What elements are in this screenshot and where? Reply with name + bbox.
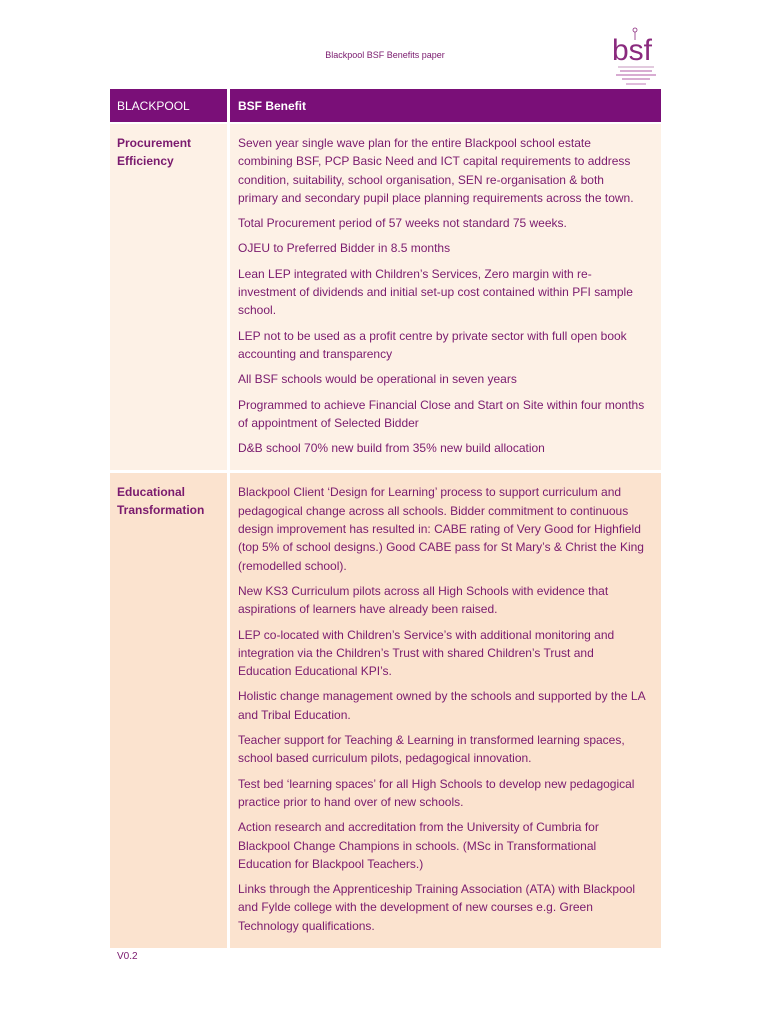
- row-content-educational-transformation: [230, 470, 661, 948]
- row-label-educational-transformation: Educational Transformation: [110, 470, 230, 948]
- benefit-item: All BSF schools would be operational in seven years: [238, 372, 517, 387]
- document-title: Blackpool BSF Benefits paper: [325, 50, 445, 60]
- column-header-blackpool: BLACKPOOL: [110, 89, 230, 122]
- version-label: V0.2: [117, 951, 138, 962]
- benefit-item: Programmed to achieve Financial Close and Start on Site within four months of appointment of Selected Bidder: [238, 397, 645, 430]
- benefit-item: Holistic change management owned by the schools and supported by the LA and Tribal Education.: [238, 689, 645, 722]
- benefits-table: [110, 89, 661, 948]
- benefit-item: Teacher support for Teaching & Learning in transformed learning spaces, school based curriculum pilots, pedagogical innovation.: [238, 733, 625, 766]
- benefit-item: Action research and accreditation from the University of Cumbria for Blackpool Change Champions in schools. (MSc in Transformational Education for Blackpool Teachers.): [238, 820, 599, 871]
- benefit-item: New KS3 Curriculum pilots across all High Schools with evidence that aspirations of learners have already been raised.: [238, 583, 609, 617]
- bsf-logo: [608, 24, 662, 88]
- logo-wordmark: bsf: [612, 34, 653, 67]
- benefit-item: D&B school 70% new build from 35% new build allocation: [238, 441, 545, 456]
- benefit-item: LEP co-located with Children’s Service’s with additional monitoring and integration via the Children’s Trust with shared Children’s Trust and Education Educational KPI’s.: [238, 627, 615, 679]
- row-label-procurement-efficiency: Procurement Efficiency: [110, 122, 230, 470]
- table-header-row: [110, 89, 661, 122]
- benefit-item: Blackpool Client ‘Design for Learning’ process to support curriculum and pedagogical change across all schools. Bidder commitment to continuous design improvement has resulted in: CABE rating of Very Good for Highfield (top 5% of school designs.) Good CABE pass for St Mary’s & Christ the King (remodelled school).: [238, 485, 644, 573]
- column-header-bsf-benefit: BSF Benefit: [230, 89, 661, 122]
- benefit-item: Seven year single wave plan for the entire Blackpool school estate combining BSF, PCP Basic Need and ICT capital requirements to address condition, suitability, school organisation, SEN re-organisation & both primary and secondary pupil place planning requirements across the town.: [238, 136, 634, 205]
- benefit-item: Lean LEP integrated with Children’s Services, Zero margin with re-investment of dividends and initial set-up cost contained within PFI sample school.: [238, 266, 633, 318]
- table-row: [110, 122, 661, 470]
- row-content-procurement-efficiency: [230, 122, 661, 470]
- benefit-item: Test bed ‘learning spaces’ for all High Schools to develop new pedagogical practice prior to hand over of new schools.: [238, 776, 635, 809]
- benefit-item: OJEU to Preferred Bidder in 8.5 months: [238, 241, 451, 256]
- benefit-item: Total Procurement period of 57 weeks not standard 75 weeks.: [238, 216, 567, 231]
- benefit-item: Links through the Apprenticeship Training Association (ATA) with Blackpool and Fylde college with the development of new courses e.g. Green Technology qualifications.: [238, 882, 636, 933]
- table-row: [110, 470, 661, 948]
- benefit-item: LEP not to be used as a profit centre by private sector with full open book accounting and transparency: [238, 328, 627, 361]
